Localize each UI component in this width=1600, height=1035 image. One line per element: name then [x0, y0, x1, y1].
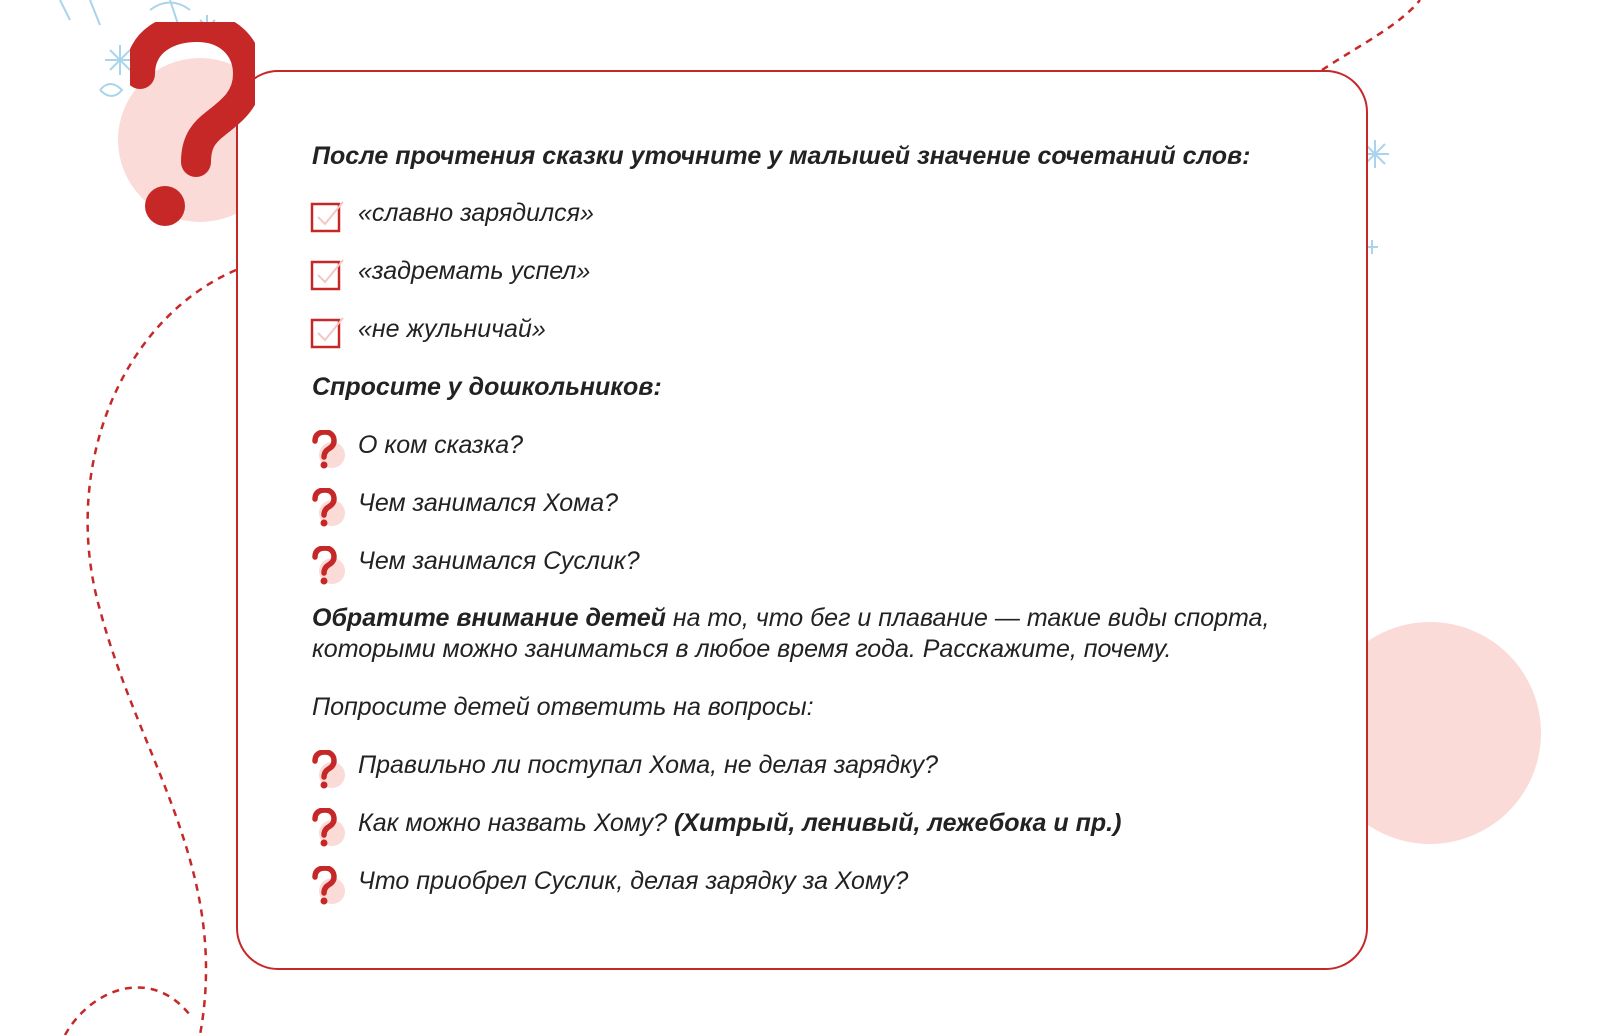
question-mark-icon: [310, 546, 346, 586]
dashed-curve: [88, 270, 236, 1035]
attention-bold: Обратите внимание детей: [312, 604, 666, 632]
attention-paragraph: [312, 603, 1312, 665]
question-text: Что приобрел Суслик, делая зарядку за Хому?: [358, 867, 909, 895]
list-item: [358, 808, 1121, 839]
question-text: Как можно назвать Хому?: [358, 809, 674, 837]
list-item: «не жульничай»: [358, 315, 546, 343]
list-item: О ком сказка?: [358, 431, 524, 459]
attention-text: на то, что бег и плавание — такие виды спорта, которыми можно заниматься в любое время года. Расскажите, почему.: [312, 604, 1270, 663]
heading-ask: Спросите у дошкольников:: [312, 373, 662, 401]
question-mark-icon: [310, 808, 346, 848]
question-hint: (Хитрый, ленивый, лежебока и пр.): [673, 809, 1122, 837]
checkbox-icon: [310, 258, 346, 292]
list-item: Чем занимался Суслик?: [358, 547, 640, 575]
list-item: «славно зарядился»: [358, 199, 594, 227]
question-mark-icon: [310, 750, 346, 790]
question-mark-icon: [310, 430, 346, 470]
question-mark-icon: [310, 866, 346, 906]
checkbox-icon: [310, 200, 346, 234]
question-text: Правильно ли поступал Хома, не делая зарядку?: [358, 751, 939, 779]
list-item: «задремать успел»: [358, 257, 591, 285]
heading-meanings: После прочтения сказки уточните у малышей значение сочетаний слов:: [312, 142, 1251, 170]
question-mark-icon: [310, 488, 346, 528]
dashed-curve: [65, 987, 190, 1035]
dashed-curve: [1322, 0, 1420, 70]
list-item: [358, 866, 908, 897]
list-item: [358, 750, 938, 781]
list-item: Чем занимался Хома?: [358, 489, 619, 517]
question-mark-icon: [130, 22, 255, 227]
prompt-text: Попросите детей ответить на вопросы:: [312, 693, 814, 721]
checkbox-icon: [310, 316, 346, 350]
